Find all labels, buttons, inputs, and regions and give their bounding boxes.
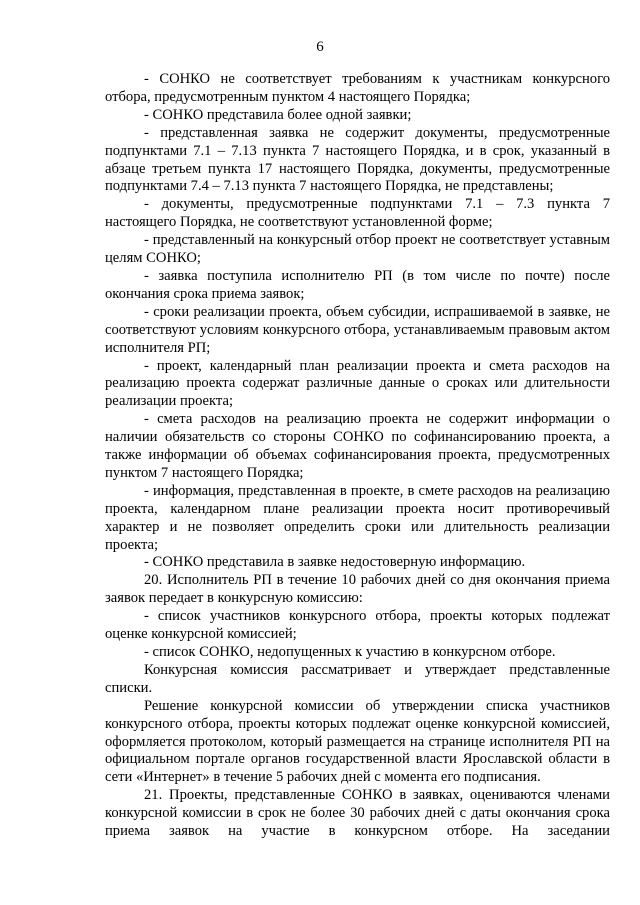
paragraph: 20. Исполнитель РП в течение 10 рабочих дней со дня окончания приема заявок передает в конкурсную комиссию: (105, 572, 610, 607)
paragraph: - СОНКО представила в заявке недостоверную информацию. (144, 554, 526, 571)
paragraph: - представленная заявка не содержит документы, предусмотренные подпунктами 7.1 – 7.13 пункта 7 настоящего Порядка, и в срок, указанный в абзаце третьем пункта 17 настоящего Порядка, документы, предусмотренные подпунктами 7.4 – 7.13 пункта 7 настоящего Порядка, не представлены; (105, 124, 610, 195)
paragraph: - СОНКО не соответствует требованиям к участникам конкурсного отбора, предусмотренным пунктом 4 настоящего Порядка; (105, 71, 610, 105)
paragraph: - сроки реализации проекта, объем субсидии, испрашиваемой в заявке, не соответствуют условиям конкурсного отбора, устанавливаемым правовым актом исполнителя РП; (105, 303, 610, 356)
paragraph: 21. Проекты, представленные СОНКО в заявках, оцениваются членами конкурсной комиссии в срок не более 30 рабочих дней с даты окончания срока приема заявок на участие в конкурсном отборе. На заседании (105, 787, 610, 840)
document-body (105, 71, 610, 841)
paragraph: - документы, предусмотренные подпунктами 7.1 – 7.3 пункта 7 настоящего Порядка, не соответствуют установленной форме; (105, 196, 610, 231)
page-number: 6 (316, 39, 324, 55)
paragraph: - информация, представленная в проекте, в смете расходов на реализацию проекта, календарном плане реализации проекта носит противоречивый характер и не позволяет определить сроки или длительность реализации проекта; (105, 482, 610, 553)
paragraph: - список СОНКО, недопущенных к участию в конкурсном отборе. (144, 644, 556, 660)
paragraph: - представленный на конкурсный отбор проект не соответствует уставным целям СОНКО; (105, 232, 610, 267)
paragraph: Конкурсная комиссия рассматривает и утверждает представленные списки. (105, 661, 610, 696)
paragraph: Решение конкурсной комиссии об утверждении списка участников конкурсного отбора, проекты которых подлежат оценке конкурсной комиссией, оформляется протоколом, который размещается на странице исполнителя РП на официальном портале органов государственной власти Ярославской области в сети «Интернет» в течение 5 рабочих дней с момента его подписания. (105, 697, 610, 786)
paragraph: - список участников конкурсного отбора, проекты которых подлежат оценке конкурсной комиссией; (105, 608, 610, 643)
paragraph: - заявка поступила исполнителю РП (в том числе по почте) после окончания срока приема заявок; (105, 267, 610, 302)
paragraph: - смета расходов на реализацию проекта не содержит информации о наличии обязательств со стороны СОНКО по софинансированию проекта, а также информации об объемах софинансирования проекта, предусмотренных пунктом 7 настоящего Порядка; (105, 411, 610, 481)
paragraph: - СОНКО представила более одной заявки; (144, 106, 412, 123)
paragraph: - проект, календарный план реализации проекта и смета расходов на реализацию проекта содержат различные данные о сроках или длительности реализации проекта; (105, 357, 610, 410)
